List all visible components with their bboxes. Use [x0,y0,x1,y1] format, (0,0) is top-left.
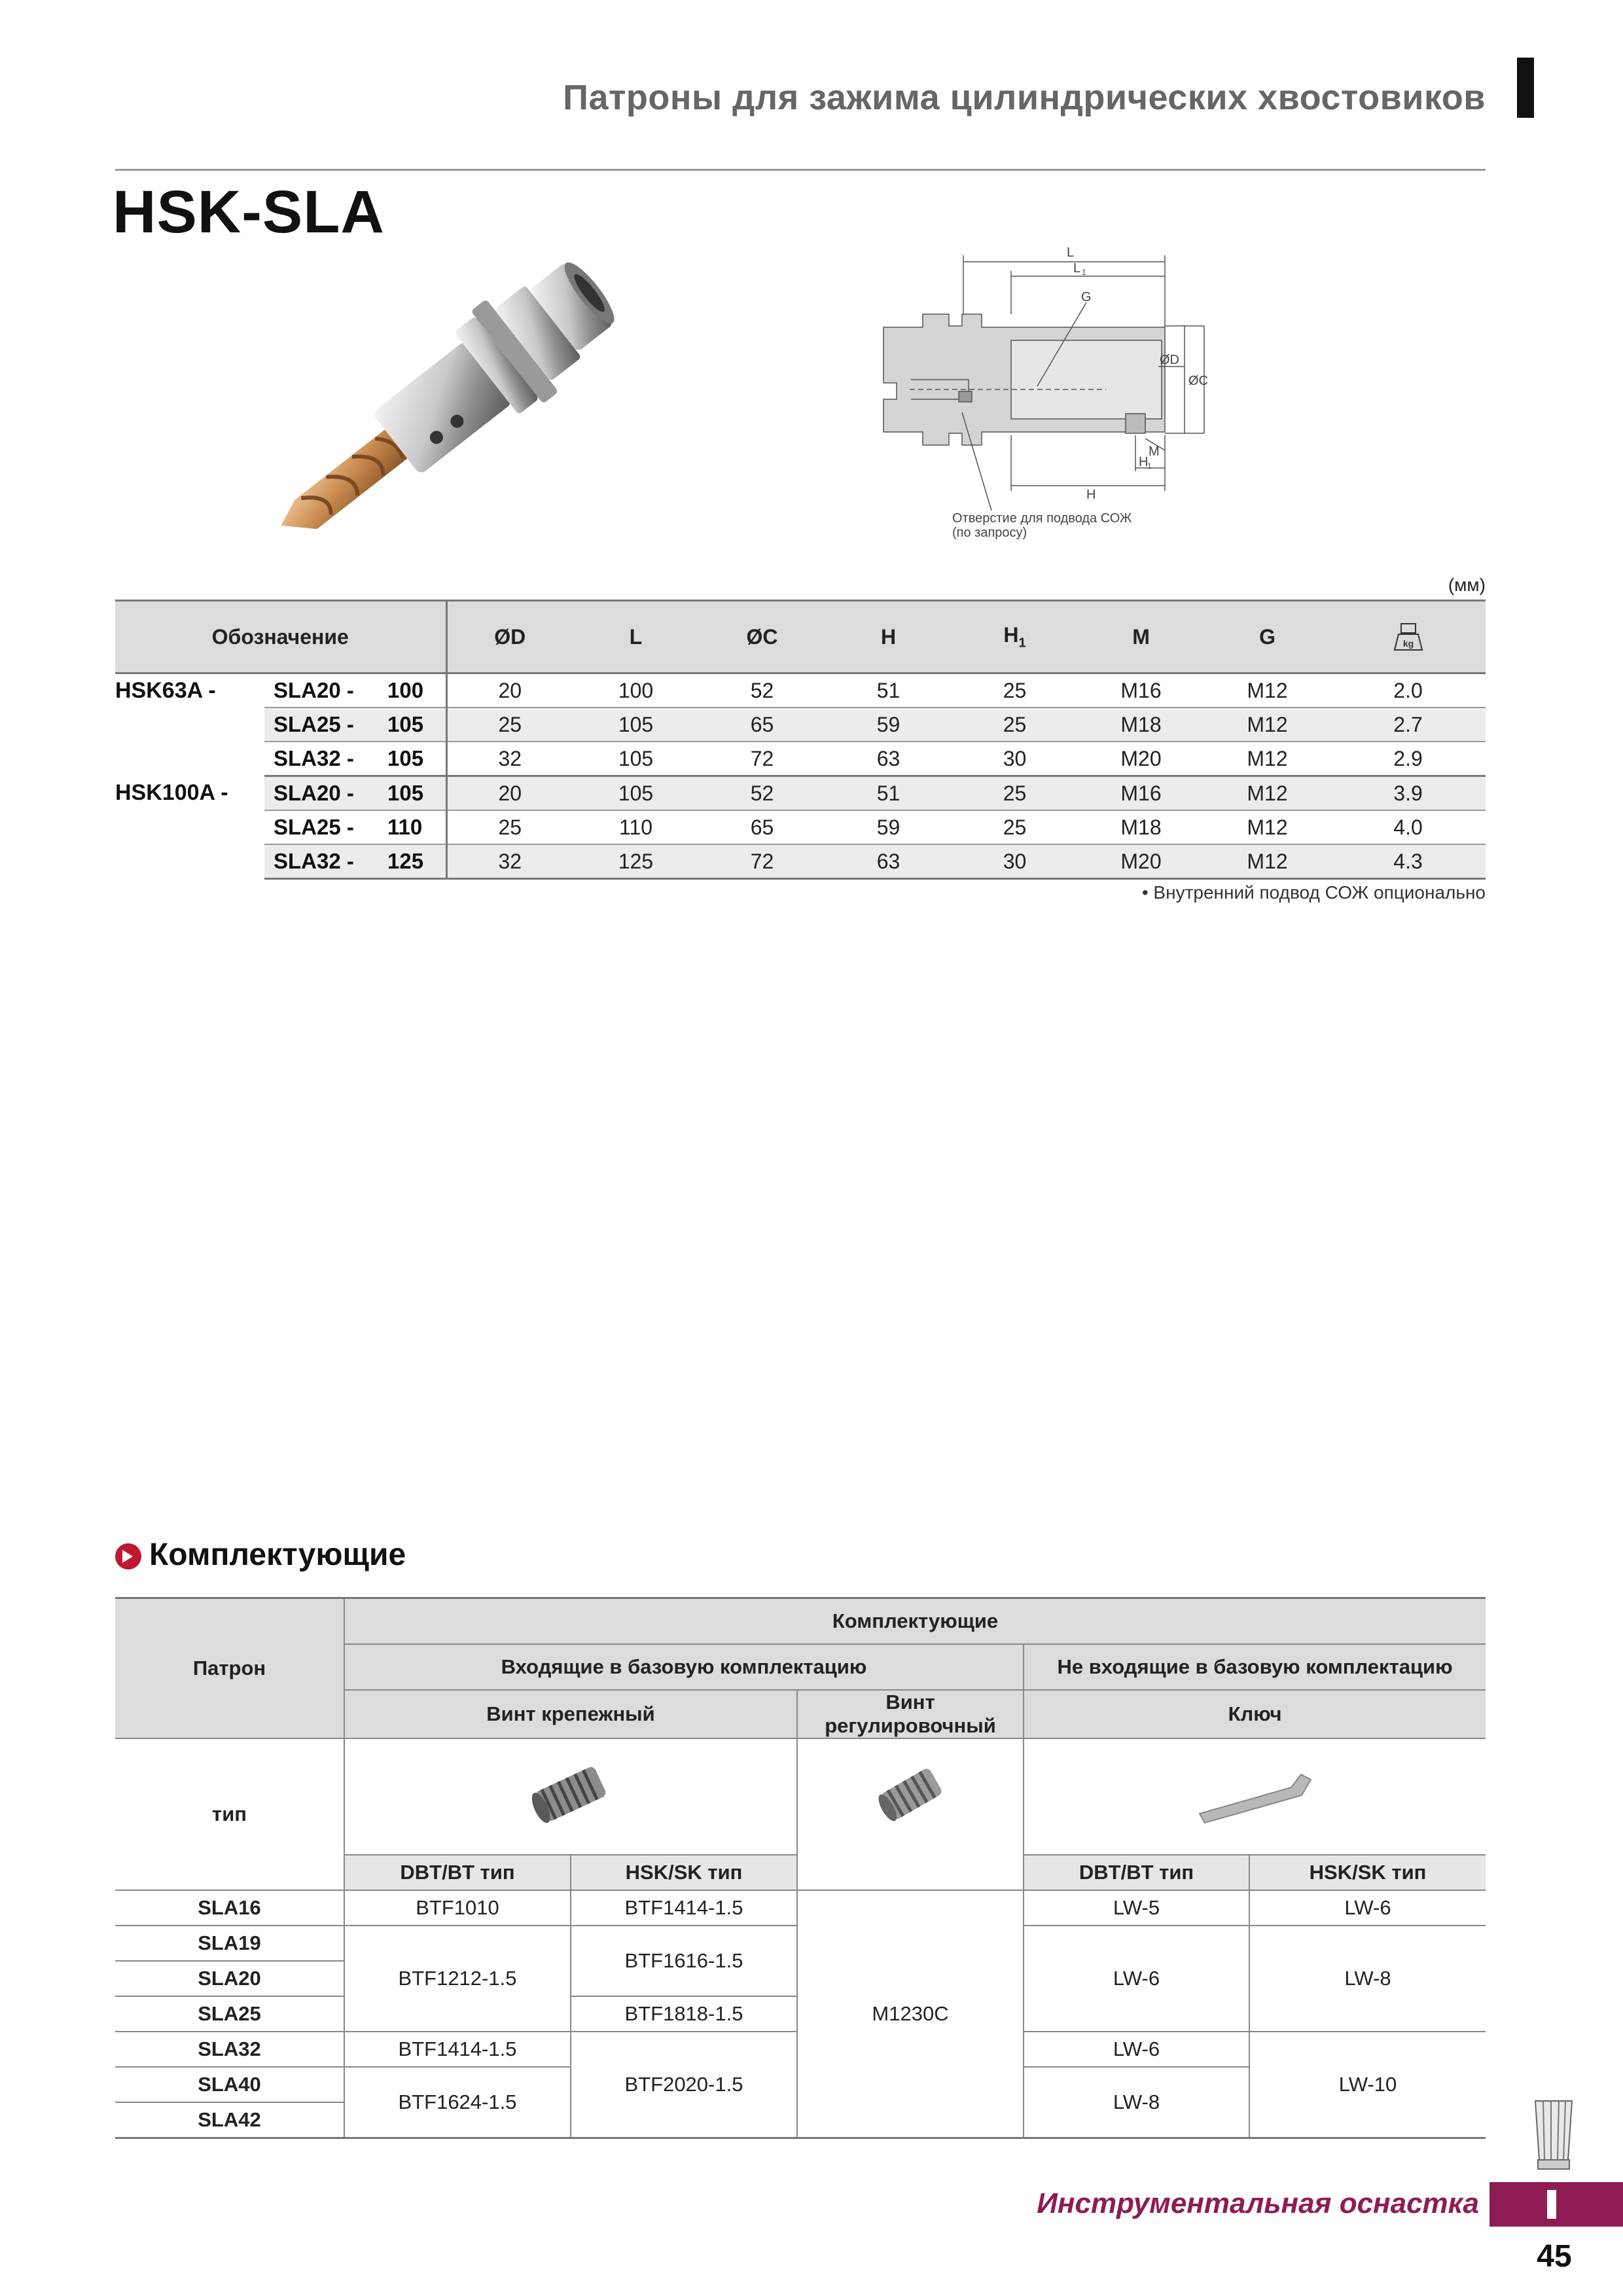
spec-row [115,742,1486,776]
spec-cell-h1: 25 [952,673,1078,708]
dim-label-H1-sub: 1 [1147,461,1152,471]
spec-length-code: 105 [381,742,446,776]
header-clamp-screw: Винт крепежный [344,1690,797,1738]
spec-cell-h1: 25 [952,708,1078,742]
header-weight [1330,601,1486,673]
section-bullet-icon [115,1543,141,1570]
spec-cell-h1: 25 [952,810,1078,844]
spec-row [115,810,1486,844]
chuck-row-label: SLA40 [115,2067,344,2102]
spec-cell-c: 65 [699,708,825,742]
dim-label-L1-sub: 1 [1082,268,1086,277]
footer-section-marker [1547,2190,1556,2219]
spec-cell-w: 2.7 [1330,708,1486,742]
spec-cell-w: 4.0 [1330,810,1486,844]
header-key: Ключ [1024,1690,1486,1738]
coolant-footnote: • Внутренний подвод СОЖ опционально [1141,882,1486,903]
spec-row [115,708,1486,742]
spec-cell-c: 52 [699,673,825,708]
clamp-dbt-cell: BTF1212-1.5 [344,1926,571,2032]
spec-group-name: HSK100A - [115,780,228,805]
key-hsk-cell: LW-10 [1249,2032,1486,2138]
clamp-hsk-cell: BTF1414-1.5 [571,1890,797,1926]
collet-icon [1522,2094,1585,2173]
spec-cell-d: 32 [446,742,573,776]
key-hsk-cell: LW-8 [1249,1926,1486,2032]
header-accessories: Комплектующие [344,1598,1486,1645]
footer-accent-bar [1489,2182,1623,2227]
spec-cell-h: 63 [825,742,952,776]
header-C: ØC [699,601,825,673]
footer-text: Инструментальная оснастка [1037,2187,1479,2219]
header-M: M [1078,601,1204,673]
spec-type: SLA25 - [264,810,381,844]
spec-cell-l: 110 [573,810,699,844]
hex-key-image [1186,1761,1324,1827]
spec-length-code: 125 [381,844,446,879]
spec-row [115,844,1486,879]
header-H1: $H_1$ [952,601,1078,673]
spec-cell-g: M12 [1204,844,1330,879]
spec-cell-m: M20 [1078,742,1204,776]
spec-type: SLA20 - [264,776,381,811]
dim-label-D: ØD [1160,353,1179,367]
spec-cell-g: M12 [1204,776,1330,811]
header-L: L [573,601,699,673]
spec-cell-w: 2.0 [1330,673,1486,708]
spec-cell-c: 52 [699,776,825,811]
spec-cell-h1: 30 [952,844,1078,879]
spec-cell-w: 2.9 [1330,742,1486,776]
spec-header-row [115,601,1486,673]
header-included: Входящие в базовую комплектацию [344,1644,1024,1690]
spec-cell-w: 3.9 [1330,776,1486,811]
accessories-title: Комплектующие [149,1537,406,1572]
clamp-screw-image-cell [344,1738,797,1855]
section-title: Патроны для зажима цилиндрических хвостовиков [563,78,1486,117]
spec-type: SLA32 - [264,844,381,879]
spec-cell-l: 125 [573,844,699,879]
dim-label-C: ØC [1188,374,1208,388]
svg-text:kg: kg [1402,638,1414,649]
spec-cell-d: 25 [446,708,573,742]
spec-cell-g: M12 [1204,810,1330,844]
spec-cell-m: M18 [1078,810,1204,844]
spec-length-code: 105 [381,708,446,742]
spec-cell-g: M12 [1204,742,1330,776]
adjust-screw-image-cell [797,1738,1024,1890]
accessories-table [115,1597,1486,2139]
header-chuck: Патрон [115,1598,344,1739]
spec-type: SLA32 - [264,742,381,776]
spec-cell-h1: 30 [952,742,1078,776]
header-adjust-screw: Винт регулировочный [797,1690,1024,1738]
spec-group-name: HSK63A - [115,678,216,703]
header-divider [115,169,1486,171]
dim-label-L1: L [1073,261,1081,276]
spec-type: SLA25 - [264,708,381,742]
spec-cell-d: 20 [446,776,573,811]
key-image-cell [1024,1738,1486,1855]
spec-row [115,776,1486,811]
chuck-row-label: SLA25 [115,1996,344,2032]
clamp-dbt-cell: BTF1414-1.5 [344,2032,571,2067]
spec-cell-w: 4.3 [1330,844,1486,879]
key-hsk-cell: LW-6 [1249,1890,1486,1926]
dim-label-G: G [1081,290,1092,304]
spec-cell-h: 59 [825,810,952,844]
spec-cell-h1: 25 [952,776,1078,811]
header-D: ØD [446,601,573,673]
header-H: H [825,601,952,673]
spec-cell-c: 72 [699,742,825,776]
spec-cell-d: 25 [446,810,573,844]
chuck-row-label: SLA19 [115,1926,344,1961]
spec-row [115,673,1486,708]
clamp-hsk-cell: BTF1818-1.5 [571,1996,797,2032]
spec-cell-g: M12 [1204,673,1330,708]
chuck-row-label: SLA16 [115,1890,344,1926]
spec-cell-l: 105 [573,776,699,811]
spec-cell-h: 51 [825,673,952,708]
product-title: HSK-SLA [113,179,385,245]
key-dbt-cell: LW-8 [1024,2067,1249,2138]
dim-label-H1: H [1139,455,1149,469]
dim-label-M: M [1149,444,1160,459]
clamp-hsk-cell: BTF2020-1.5 [571,2032,797,2138]
spec-cell-d: 32 [446,844,573,879]
adjust-screw-image [871,1759,950,1831]
spec-cell-c: 65 [699,810,825,844]
spec-cell-h: 59 [825,708,952,742]
header-designation: Обозначение [115,601,446,673]
spec-length-code: 110 [381,810,446,844]
key-dbt-cell: LW-6 [1024,1926,1249,2032]
dim-label-H: H [1086,488,1096,502]
header-clamp-dbt: DBT/BT тип [344,1855,571,1890]
header-type: тип [115,1738,344,1890]
spec-cell-h: 63 [825,844,952,879]
header-clamp-hsk: HSK/SK тип [571,1855,797,1890]
header-G: G [1204,601,1330,673]
chuck-row-label: SLA20 [115,1961,344,1996]
adjust-screw-cell: M1230C [797,1890,1024,2138]
spec-cell-d: 20 [446,673,573,708]
spec-cell-g: M12 [1204,708,1330,742]
chuck-row-label: SLA32 [115,2032,344,2067]
spec-type: SLA20 - [264,673,381,708]
product-photo [223,236,668,576]
spec-length-code: 100 [381,673,446,708]
spec-length-code: 105 [381,776,446,811]
spec-cell-m: M18 [1078,708,1204,742]
clamp-dbt-cell: BTF1010 [344,1890,571,1926]
clamp-screw-image [522,1755,620,1833]
header-key-dbt: DBT/BT тип [1024,1855,1249,1890]
key-dbt-cell: LW-5 [1024,1890,1249,1926]
spec-cell-l: 105 [573,708,699,742]
weight-icon [1392,622,1425,651]
header-key-hsk: HSK/SK тип [1249,1855,1486,1890]
coolant-note-line1: Отверстие для подвода СОЖ [952,511,1132,526]
spec-cell-c: 72 [699,844,825,879]
spec-cell-m: M16 [1078,673,1204,708]
dim-label-L: L [1067,245,1075,260]
page-number: 45 [1537,2239,1572,2274]
spec-cell-l: 100 [573,673,699,708]
clamp-dbt-cell: BTF1624-1.5 [344,2067,571,2138]
spec-cell-m: M16 [1078,776,1204,811]
key-dbt-cell: LW-6 [1024,2032,1249,2067]
technical-drawing [870,242,1276,550]
unit-label: (мм) [1448,575,1486,595]
spec-cell-h: 51 [825,776,952,811]
spec-cell-m: M20 [1078,844,1204,879]
header-not-included: Не входящие в базовую комплектацию [1024,1644,1486,1690]
spec-table [115,600,1486,880]
chuck-row-label: SLA42 [115,2102,344,2138]
section-marker-bar [1517,58,1534,118]
clamp-hsk-cell: BTF1616-1.5 [571,1926,797,1996]
coolant-note-line2: (по запросу) [952,526,1027,540]
spec-cell-l: 105 [573,742,699,776]
